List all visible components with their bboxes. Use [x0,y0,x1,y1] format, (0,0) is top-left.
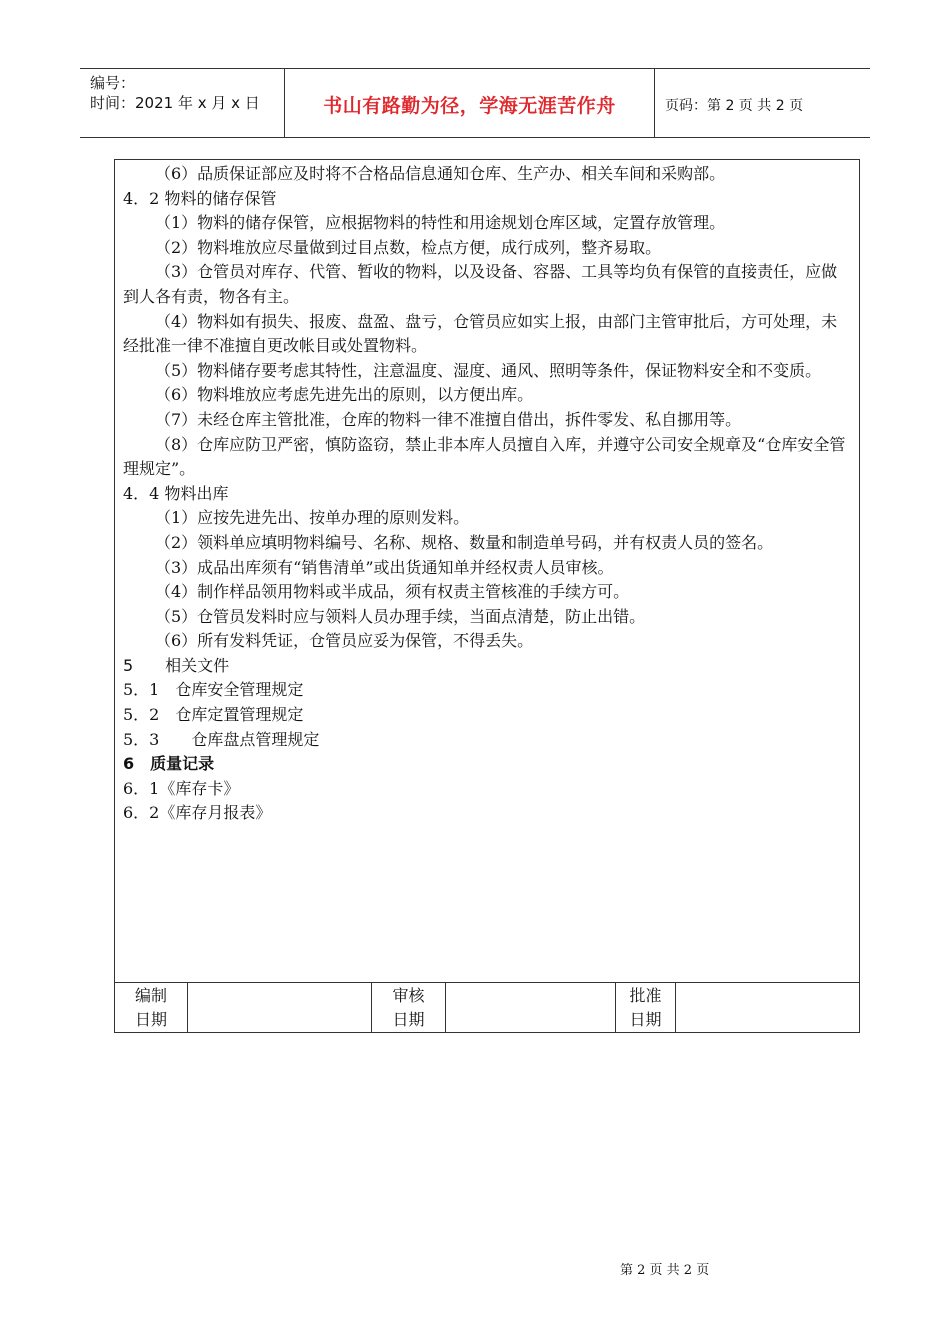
document-number-label: 编号： [90,74,136,92]
content-line: （3）成品出库须有“销售清单”或出货通知单并经权责人员审核。 [155,557,614,577]
content-line: （5）仓管员发料时应与领料人员办理手续，当面点清楚，防止出错。 [155,606,646,626]
header-page-info: 页码：第 2 页 共 2 页 [665,98,804,114]
content-line: （3）仓管员对库存、代管、暂收的物料，以及设备、容器、工具等均负有保管的直接责任，应做到人各有责，物各有主。 [123,262,838,306]
sign-cell-prepared [115,983,187,1033]
header-meta [90,73,260,113]
content-line: （6）所有发料凭证，仓管员应妥为保管，不得丢失。 [155,631,534,651]
sign-cell-reviewed [371,983,445,1033]
content-line: 5．2 仓库定置管理规定 [123,705,304,725]
content-line: （2）领料单应填明物料编号、名称、规格、数量和制造单号码，并有权责人员的签名。 [155,532,774,552]
document-body [123,162,853,826]
content-line: 4．4 物料出库 [123,483,229,503]
content-line: （4）制作样品领用物料或半成品，须有权责主管核准的手续方可。 [155,582,630,602]
content-line: 6．2《库存月报表》 [123,803,272,823]
sign-label-approved: 批准 日期 [629,986,662,1029]
content-line: （1）物料的储存保管，应根据物料的特性和用途规划仓库区域，定置存放管理。 [155,213,726,233]
sign-table [115,982,859,1033]
content-line: 5．3 仓库盘点管理规定 [123,729,320,749]
content-line: 4．2 物料的储存保管 [123,188,277,208]
sign-label-reviewed: 审核 日期 [392,986,425,1029]
page-header [80,68,870,138]
sign-cell-approved-value [675,983,859,1033]
content-line: （2）物料堆放应尽量做到过目点数，检点方便，成行成列，整齐易取。 [155,237,662,257]
content-line: （7）未经仓库主管批准，仓库的物料一律不准擅自借出，拆件零发、私自挪用等。 [155,409,742,429]
sign-label-prepared: 编制 日期 [134,986,167,1029]
content-line: （4）物料如有损失、报废、盘盈、盘亏，仓管员应如实上报，由部门主管审批后，方可处理，未经批准一律不准擅自更改帐目或处置物料。 [123,311,838,356]
header-divider [654,69,655,137]
header-motto: 书山有路勤为径，学海无涯苦作舟 [323,95,616,117]
sign-cell-approved [615,983,675,1033]
content-line: （5）物料储存要考虑其特性，注意温度、湿度、通风、照明等条件，保证物料安全和不变质。 [155,360,822,380]
content-line: 5．1 仓库安全管理规定 [123,680,304,700]
content-line: （1）应按先进先出、按单办理的原则发料。 [155,508,470,528]
content-box [114,159,860,1033]
section-heading: 6 质量记录 [123,754,215,774]
content-line: （6）物料堆放应考虑先进先出的原则，以方便出库。 [155,385,534,405]
document-time-label: 时间：2021 年 x 月 x 日 [90,94,260,112]
sign-cell-prepared-value [187,983,371,1033]
content-line: 6．1《库存卡》 [123,778,240,798]
sign-cell-reviewed-value [445,983,615,1033]
content-line: （8）仓库应防卫严密，慎防盗窃，禁止非本库人员擅自入库，并遵守公司安全规章及“仓库安全管理规定”。 [123,434,846,479]
section-heading: 5 相关文件 [123,655,230,675]
page-footer: 第 2 页 共 2 页 [620,1263,710,1278]
content-line: （6）品质保证部应及时将不合格品信息通知仓库、生产办、相关车间和采购部。 [155,164,726,183]
